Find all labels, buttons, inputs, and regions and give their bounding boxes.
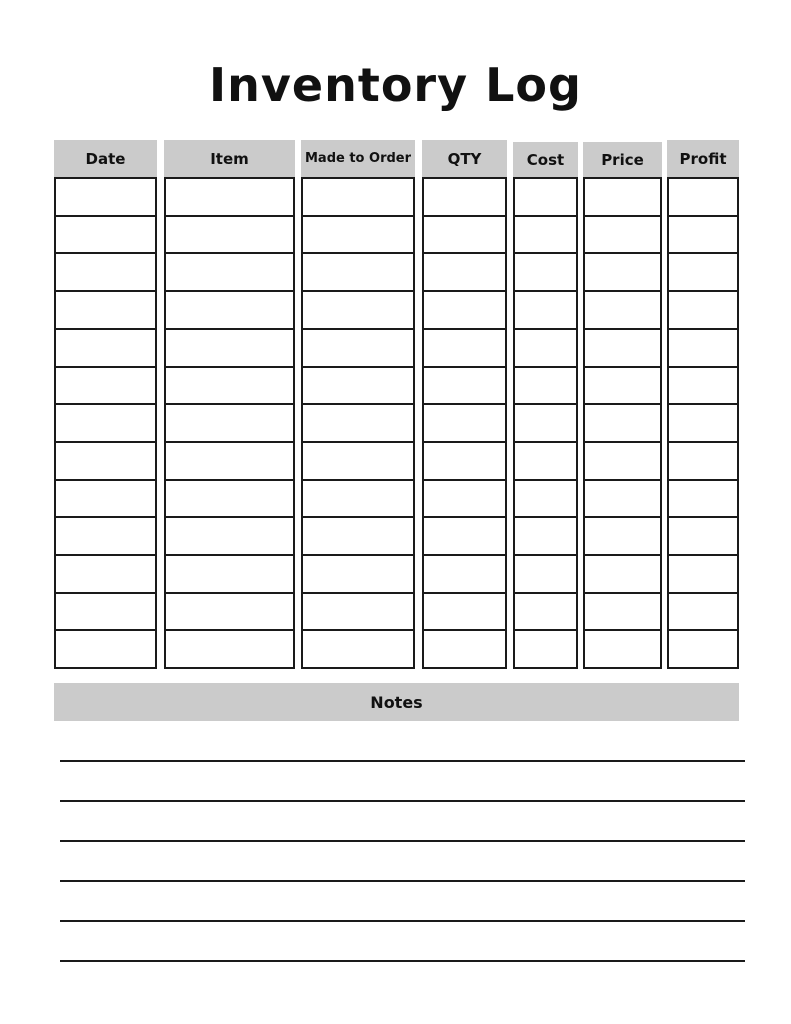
table-cell-cost[interactable] [513,290,578,330]
table-cell-cost[interactable] [513,328,578,368]
table-cell-date[interactable] [54,516,157,556]
table-cell-date[interactable] [54,441,157,481]
table-cell-made_to_order[interactable] [301,554,415,594]
table-cell-cost[interactable] [513,366,578,406]
table-cell-price[interactable] [583,403,662,443]
table-cell-made_to_order[interactable] [301,328,415,368]
table-cell-made_to_order[interactable] [301,290,415,330]
table-cell-qty[interactable] [422,554,507,594]
column-header-price: Price [583,142,662,177]
table-cell-date[interactable] [54,479,157,519]
table-cell-qty[interactable] [422,516,507,556]
table-cell-profit[interactable] [667,516,739,556]
table-cell-item[interactable] [164,554,295,594]
table-cell-cost[interactable] [513,441,578,481]
table-cell-item[interactable] [164,215,295,255]
table-cell-date[interactable] [54,629,157,669]
table-cell-made_to_order[interactable] [301,629,415,669]
table-cell-date[interactable] [54,554,157,594]
table-cell-item[interactable] [164,328,295,368]
table-cell-price[interactable] [583,554,662,594]
table-cell-date[interactable] [54,403,157,443]
table-cell-item[interactable] [164,441,295,481]
notes-line[interactable] [60,840,745,842]
table-cell-qty[interactable] [422,252,507,292]
table-cell-date[interactable] [54,177,157,217]
table-cell-date[interactable] [54,290,157,330]
table-cell-made_to_order[interactable] [301,441,415,481]
table-cell-price[interactable] [583,479,662,519]
table-cell-profit[interactable] [667,328,739,368]
table-cell-profit[interactable] [667,554,739,594]
table-cell-item[interactable] [164,366,295,406]
table-cell-made_to_order[interactable] [301,252,415,292]
table-cell-cost[interactable] [513,252,578,292]
table-cell-profit[interactable] [667,479,739,519]
table-cell-item[interactable] [164,479,295,519]
table-cell-profit[interactable] [667,252,739,292]
table-cell-made_to_order[interactable] [301,366,415,406]
table-cell-date[interactable] [54,592,157,632]
table-cell-item[interactable] [164,592,295,632]
table-cell-profit[interactable] [667,629,739,669]
column-header-qty: QTY [422,140,507,177]
table-cell-qty[interactable] [422,215,507,255]
table-cell-qty[interactable] [422,328,507,368]
table-cell-profit[interactable] [667,177,739,217]
table-cell-item[interactable] [164,516,295,556]
page-title: Inventory Log [209,58,582,112]
notes-line[interactable] [60,880,745,882]
table-cell-item[interactable] [164,629,295,669]
table-cell-made_to_order[interactable] [301,177,415,217]
table-cell-item[interactable] [164,252,295,292]
table-cell-made_to_order[interactable] [301,215,415,255]
table-cell-item[interactable] [164,290,295,330]
table-cell-qty[interactable] [422,441,507,481]
table-cell-made_to_order[interactable] [301,592,415,632]
table-cell-qty[interactable] [422,592,507,632]
table-cell-price[interactable] [583,366,662,406]
table-cell-cost[interactable] [513,554,578,594]
table-cell-qty[interactable] [422,479,507,519]
table-cell-made_to_order[interactable] [301,479,415,519]
column-header-profit: Profit [667,140,739,177]
table-cell-date[interactable] [54,215,157,255]
notes-line[interactable] [60,920,745,922]
table-cell-cost[interactable] [513,177,578,217]
table-cell-profit[interactable] [667,403,739,443]
column-header-cost: Cost [513,142,578,177]
table-cell-price[interactable] [583,177,662,217]
table-cell-qty[interactable] [422,366,507,406]
table-cell-cost[interactable] [513,215,578,255]
table-cell-made_to_order[interactable] [301,403,415,443]
table-cell-profit[interactable] [667,215,739,255]
table-cell-profit[interactable] [667,366,739,406]
table-cell-cost[interactable] [513,516,578,556]
table-cell-price[interactable] [583,215,662,255]
table-cell-cost[interactable] [513,592,578,632]
table-cell-price[interactable] [583,441,662,481]
table-cell-date[interactable] [54,328,157,368]
notes-line[interactable] [60,960,745,962]
column-header-item: Item [164,140,295,177]
table-cell-price[interactable] [583,592,662,632]
table-cell-cost[interactable] [513,629,578,669]
table-cell-cost[interactable] [513,403,578,443]
table-cell-made_to_order[interactable] [301,516,415,556]
table-cell-qty[interactable] [422,403,507,443]
table-cell-price[interactable] [583,516,662,556]
table-cell-cost[interactable] [513,479,578,519]
table-cell-price[interactable] [583,629,662,669]
table-cell-price[interactable] [583,290,662,330]
table-cell-profit[interactable] [667,290,739,330]
table-cell-date[interactable] [54,366,157,406]
table-cell-item[interactable] [164,177,295,217]
table-cell-qty[interactable] [422,629,507,669]
table-cell-qty[interactable] [422,177,507,217]
table-cell-price[interactable] [583,328,662,368]
column-header-made_to_order: Made to Order [301,140,415,177]
notes-header: Notes [54,683,739,721]
column-header-date: Date [54,140,157,177]
table-cell-qty[interactable] [422,290,507,330]
table-cell-price[interactable] [583,252,662,292]
table-cell-item[interactable] [164,403,295,443]
table-cell-profit[interactable] [667,441,739,481]
table-cell-date[interactable] [54,252,157,292]
table-cell-profit[interactable] [667,592,739,632]
notes-line[interactable] [60,760,745,762]
notes-line[interactable] [60,800,745,802]
